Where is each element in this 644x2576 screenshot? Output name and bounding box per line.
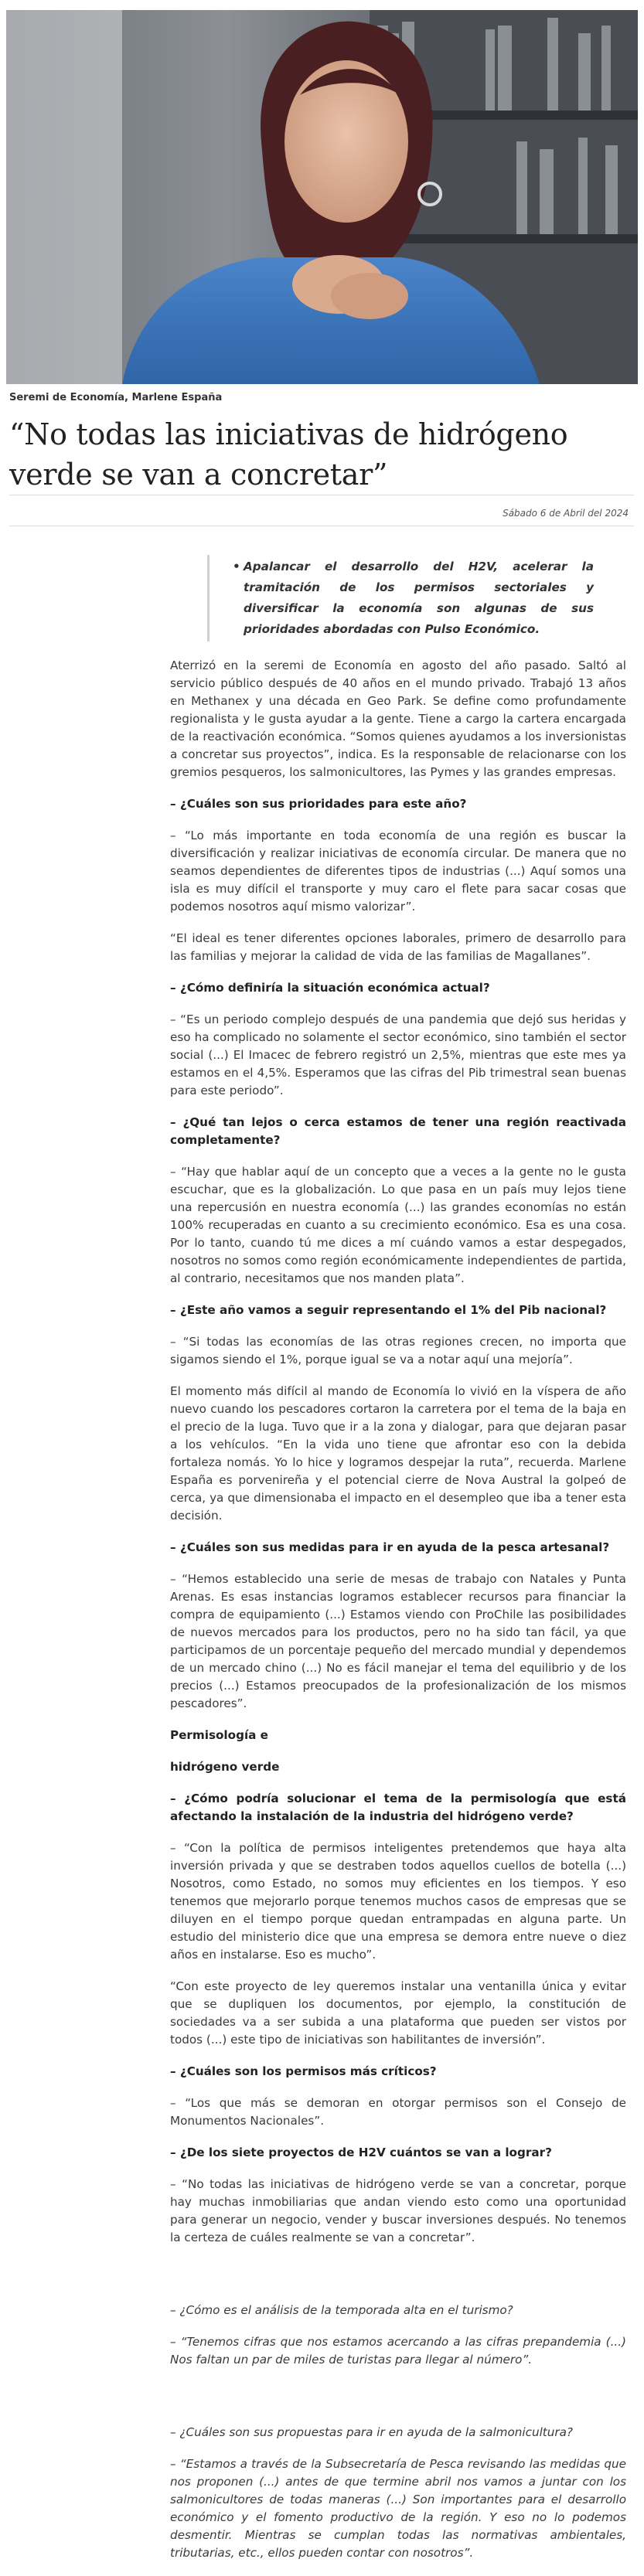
body-paragraph: El momento más difícil al mando de Economía lo vivió en la víspera de año nuevo cuando los pescadores cortaron la carretera por el tema de la baja en el precio de la luga. Tuvo que ir a la zona y dialogar, para que dejaran pasar a los vehículos. “En la vida uno tiene que afrontar eso con la debida fortaleza nomás. Yo lo hice y logramos despejar la ruta”, recuerda. Marlene España es porvenireña y el potencial cierre de Nova Austral la golpeó de cerca, ya que dimensionaba el impacto en el desempleo que iba a tener esta decisión. — [170, 1384, 626, 1523]
body-paragraph: – “Con la política de permisos inteligentes pretendemos que haya alta inversión privada y que se destraben todos aquellos cuellos de botella (...) Nosotros, como Estado, no somos muy eficientes en los tiempos. Y eso tenemos que mejorarlo porque tenemos muchos casos de empresas que se diluyen en el tiempo porque quedan entrampadas en alguna parte. Un estudio del ministerio dice que una empresa se demora entre nueve o diez años en instalarse. Eso es mucho”. — [170, 1841, 626, 1962]
section-spacer — [170, 2261, 626, 2302]
section-subheading: hidrógeno verde — [170, 1760, 280, 1774]
body-paragraph: – “Lo más importante en toda economía de una región es buscar la diversificación y realizar iniciativas de economía circular. De manera que no seamos dependientes de diferentes tipos de industrias (...) Aquí somos una isla es muy difícil el transporte y muy caro el flete para sacar cosas que podemos nosotros aquí mismo valorizar”. — [170, 829, 626, 914]
italic-paragraph: – “Tenemos cifras que nos estamos acercando a las cifras prepandemia (...) Nos faltan un par de miles de turistas para llegar al número”. — [170, 2335, 626, 2367]
hero-photo — [6, 10, 638, 384]
interview-question: – ¿Este año vamos a seguir representando el 1% del Pib nacional? — [170, 1303, 607, 1317]
body-paragraph: – “Los que más se demoran en otorgar permisos son el Consejo de Monumentos Nacionales”. — [170, 2096, 626, 2128]
highlights-list — [233, 556, 594, 640]
portrait-illustration — [6, 10, 638, 384]
article-body — [170, 657, 626, 2576]
body-paragraph: – “Hemos establecido una serie de mesas de trabajo con Natales y Punta Arenas. Es esas instancias logramos establecer recursos para financiar la compra de equipamiento (...) Estamos viendo con ProChile las posibilidades de nuevos mercados para los productos, pero no ha sido tan fácil, ya que participamos de un porcentaje pequeño del mercado mundial y dependemos de un mercado chino (...) No es fácil manejar el tema del equilibrio y de los precios (...) Estamos preocupados de la profesionalización de los mismos pescadores”. — [170, 1572, 626, 1710]
body-paragraph: – “Hay que hablar aquí de un concepto que a veces a la gente no le gusta escuchar, que es la globalización. Lo que pasa en un país muy lejos tiene una repercusión en nuestra economía (...) las grandes economías no están 100% recuperadas en cuanto a su crecimiento económico. Esa es una cosa. Por lo tanto, cuando tú me dices a mí cuándo vamos a estar despegados, nosotros no somos como región económicamente independientes de partida, al contrario, necesitamos que nos manden plata”. — [170, 1165, 626, 1285]
interview-question: – ¿De los siete proyectos de H2V cuántos se van a lograr? — [170, 2146, 552, 2159]
interview-question: – ¿Cómo definiría la situación económica actual? — [170, 981, 490, 995]
italic-paragraph: – ¿Cómo es el análisis de la temporada alta en el turismo? — [170, 2303, 513, 2317]
interview-question: – ¿Cuáles son los permisos más críticos? — [170, 2064, 437, 2078]
body-paragraph: Aterrizó en la seremi de Economía en agosto del año pasado. Saltó al servicio público después de 40 años en el mundo privado. Trabajó 13 años en Methanex y una década en Geo Park. Se define como profundamente regionalista y le gusta ayudar a la gente. Tiene a cargo la cartera encargada de la reactivación económica. “Somos quienes ayudamos a los inversionistas a concretar sus proyectos”, indica. Es la responsable de relacionarse con los gremios pesqueros, los salmonicultores, las Pymes y las grandes empresas. — [170, 658, 626, 779]
interview-question: – ¿Cuáles son sus prioridades para este año? — [170, 797, 467, 811]
section-subheading: Permisología e — [170, 1728, 268, 1742]
photo-caption: Seremi de Economía, Marlene España — [9, 392, 223, 403]
highlight-item: • Apalancar el desarrollo del H2V, acelerar la tramitación de los permisos sectoriales y diversificar la economía son algunas de sus prioridades abordadas con Pulso Económico. — [233, 556, 594, 640]
highlights-box — [207, 555, 594, 641]
body-paragraph: – “Es un periodo complejo después de una pandemia que dejó sus heridas y eso ha complicado no solamente el sector económico, sino también el sector social (...) El Imacec de febrero registró un 2,5%, mientras que este mes ya estamos en el 4,5%. Esperamos que las cifras del Pib trimestral sean buenas para este periodo”. — [170, 1012, 626, 1097]
italic-paragraph: – ¿Cuáles son sus propuestas para ir en ayuda de la salmonicultura? — [170, 2425, 573, 2439]
interview-question: – ¿Cómo podría solucionar el tema de la permisología que está afectando la instalación de la industria del hidrógeno verde? — [170, 1792, 626, 1823]
body-paragraph: “El ideal es tener diferentes opciones laborales, primero de desarrollo para las familias y mejorar la calidad de vida de las familias de Magallanes”. — [170, 931, 626, 963]
italic-paragraph: – “Estamos a través de la Subsecretaría de Pesca revisando las medidas que nos proponen (...) antes de que termine abril nos vamos a juntar con los salmonicultores de todas maneras (...) Son importantes para el desarrollo económico y el fomento productivo de la región. Y eso no lo podemos desmentir. Mientras se cumplan todas las normativas ambientales, tributarias, etc., ellos pueden contar con nosotros”. — [170, 2457, 626, 2560]
body-paragraph: – “No todas las iniciativas de hidrógeno verde se van a concretar, porque hay muchas inmobiliarias que andan viendo esto como una oportunidad para generar un negocio, vender y buscar inversiones después. No tenemos la certeza de cuáles realmente se van a concretar”. — [170, 2177, 626, 2244]
interview-question: – ¿Cuáles son sus medidas para ir en ayuda de la pesca artesanal? — [170, 1540, 610, 1554]
body-paragraph: – “Si todas las economías de las otras regiones crecen, no importa que sigamos siendo el 1%, porque igual se va a notar aquí una mejoría”. — [170, 1335, 626, 1366]
body-paragraph: “Con este proyecto de ley queremos instalar una ventanilla única y evitar que se dupliquen los documentos, por ejemplo, la constitución de sociedades va a ser subida a una plataforma que pueden ser vistos por todos (...) este tipo de iniciativas son habilitantes de inversión”. — [170, 1979, 626, 2047]
publish-date: Sábado 6 de Abril del 2024 — [503, 508, 629, 519]
article-headline: “No todas las iniciativas de hidrógeno verde se van a concretar” — [9, 417, 568, 492]
section-spacer — [170, 2383, 626, 2424]
interview-question: – ¿Qué tan lejos o cerca estamos de tener una región reactivada completamente? — [170, 1115, 626, 1147]
